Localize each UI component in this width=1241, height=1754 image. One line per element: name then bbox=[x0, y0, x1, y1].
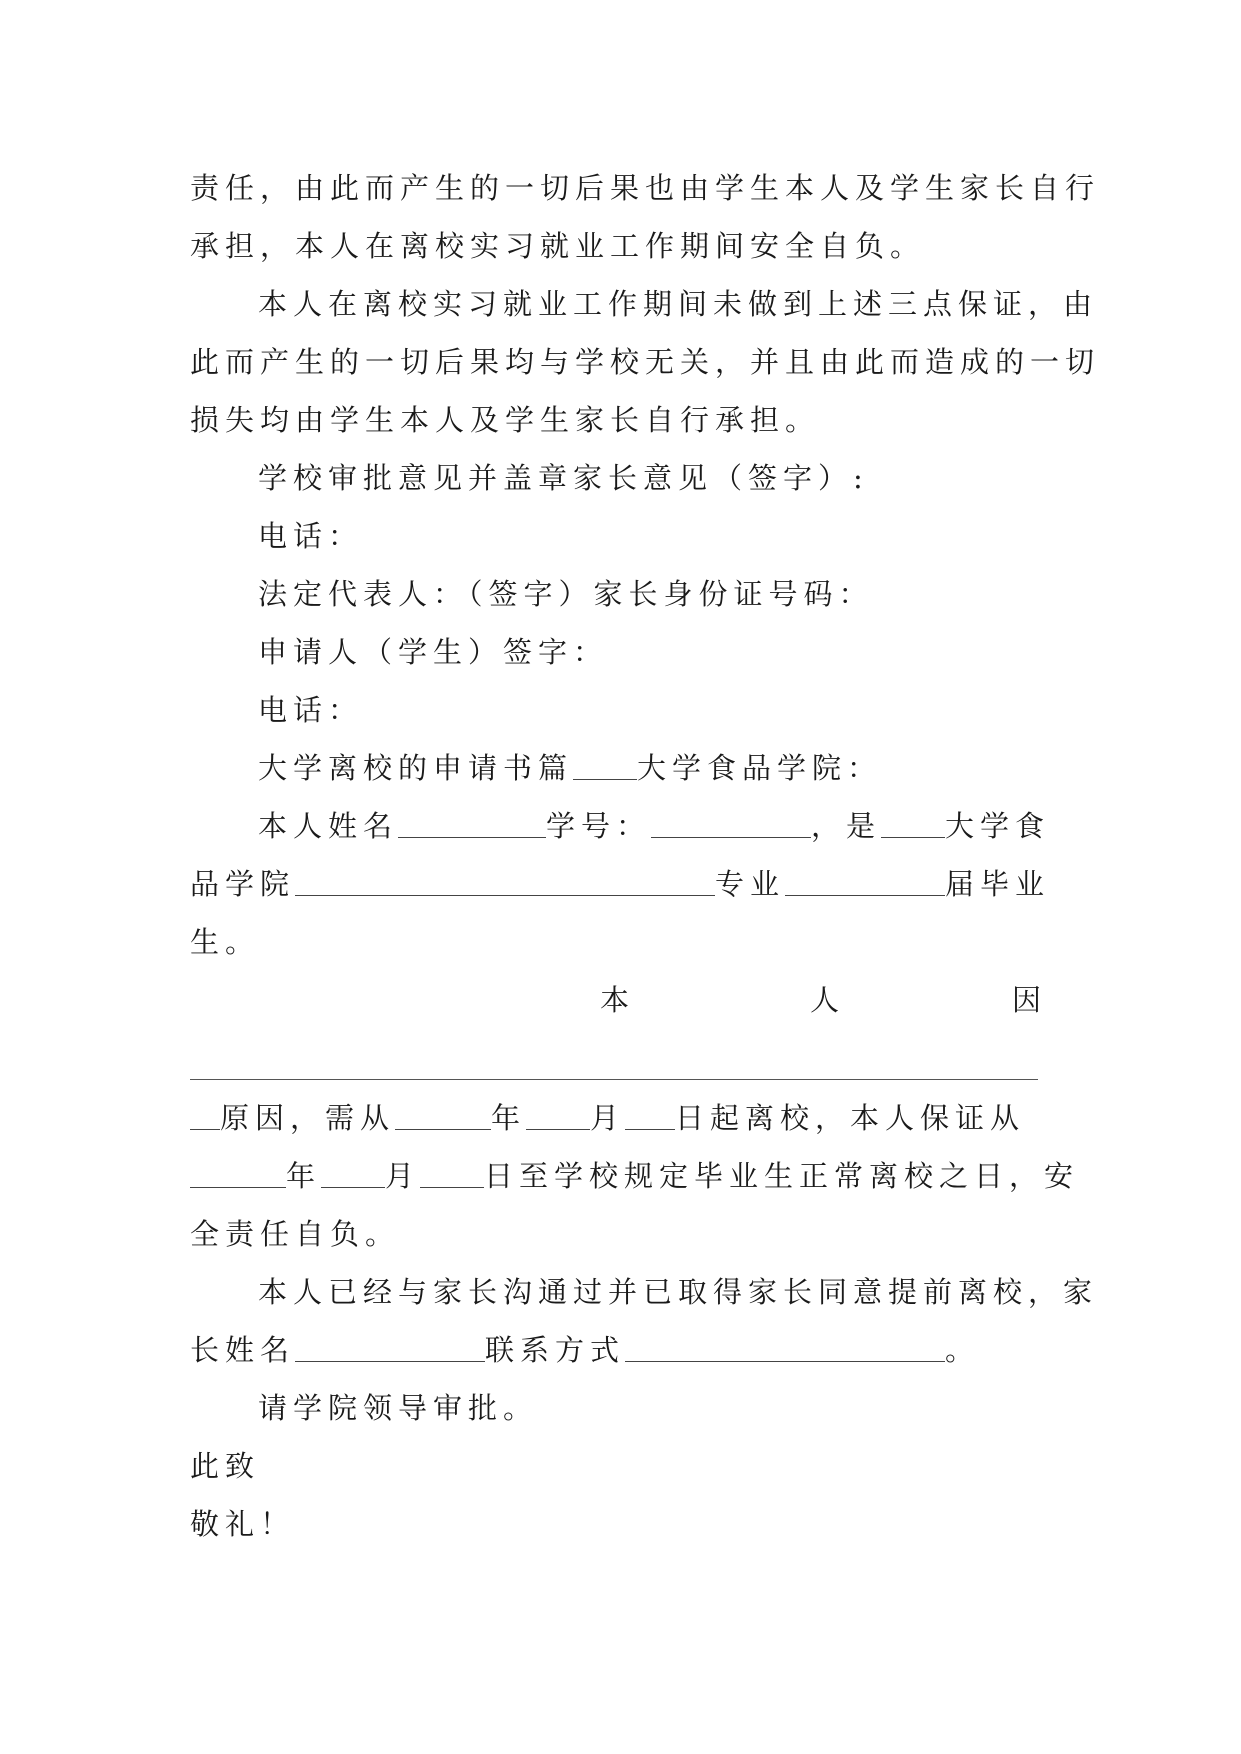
reason-spread-line bbox=[190, 980, 1052, 1020]
text: 联系方式 bbox=[485, 1333, 626, 1367]
graduation-year-blank bbox=[785, 866, 945, 896]
text: 学号： bbox=[546, 809, 652, 843]
text: 年 bbox=[491, 1101, 527, 1135]
phone-label: 电话： bbox=[258, 519, 364, 553]
text: 原因，需从 bbox=[220, 1101, 396, 1135]
month-blank bbox=[321, 1158, 385, 1188]
reason-blank bbox=[190, 1079, 1038, 1080]
applicant-signature-label: 申请人（学生）签字： bbox=[258, 635, 609, 669]
name-blank bbox=[398, 808, 546, 838]
major-blank bbox=[295, 866, 715, 896]
text: 本人姓名 bbox=[258, 809, 399, 843]
letter-line bbox=[190, 1156, 1080, 1196]
text: 本 bbox=[600, 983, 636, 1017]
letter-line: 本人已经与家长沟通过并已取得家长同意提前离校，家 bbox=[258, 1275, 1099, 1309]
heading-text: 大学离校的申请书篇 bbox=[258, 751, 574, 785]
letter-line: 生。 bbox=[190, 925, 261, 959]
heading-text: 大学食品学院： bbox=[637, 751, 883, 785]
day-blank bbox=[625, 1100, 675, 1130]
day-blank bbox=[420, 1158, 484, 1188]
month-blank bbox=[526, 1100, 590, 1130]
letter-line bbox=[190, 1098, 1052, 1138]
text: 大学食 bbox=[945, 809, 1051, 843]
paragraph-line: 责任，由此而产生的一切后果也由学生本人及学生家长自行 bbox=[190, 171, 1101, 205]
letter-heading bbox=[258, 748, 1120, 788]
year-blank bbox=[395, 1100, 491, 1130]
paragraph-line: 承担，本人在离校实习就业工作期间安全自负。 bbox=[190, 229, 926, 263]
letter-line bbox=[258, 806, 1120, 846]
paragraph-line: 损失均由学生本人及学生家长自行承担。 bbox=[190, 403, 821, 437]
letter-line: 全责任自负。 bbox=[190, 1217, 401, 1251]
text: ，是 bbox=[811, 809, 882, 843]
text: 月 bbox=[385, 1159, 421, 1193]
letter-line: 请学院领导审批。 bbox=[258, 1391, 539, 1425]
text: 品学院 bbox=[190, 867, 296, 901]
contact-blank bbox=[625, 1332, 945, 1362]
text: 长姓名 bbox=[190, 1333, 296, 1367]
paragraph-line: 此而产生的一切后果均与学校无关，并且由此而造成的一切 bbox=[190, 345, 1101, 379]
legal-rep-label: 法定代表人：（签字）家长身份证号码： bbox=[258, 577, 874, 611]
text: 日至学校规定毕业生正常离校之日，安 bbox=[484, 1159, 1080, 1193]
letter-line bbox=[190, 1330, 1052, 1370]
university-blank bbox=[881, 808, 945, 838]
closing-line: 此致 bbox=[190, 1449, 261, 1483]
text: 专业 bbox=[715, 867, 786, 901]
parent-name-blank bbox=[295, 1332, 485, 1362]
text: 日起离校，本人保证从 bbox=[675, 1101, 1026, 1135]
student-id-blank bbox=[651, 808, 811, 838]
phone-label: 电话： bbox=[258, 693, 364, 727]
text: 届毕业 bbox=[945, 867, 1051, 901]
signature-label-school-parent: 学校审批意见并盖章家长意见（签字）: bbox=[258, 461, 869, 495]
reason-blank-end bbox=[190, 1100, 220, 1130]
letter-line bbox=[190, 864, 1052, 904]
text: 月 bbox=[590, 1101, 626, 1135]
text: 人 bbox=[810, 983, 846, 1017]
text: 。 bbox=[945, 1333, 981, 1367]
paragraph-line: 本人在离校实习就业工作期间未做到上述三点保证，由 bbox=[258, 287, 1099, 321]
university-blank bbox=[573, 750, 637, 780]
text: 年 bbox=[286, 1159, 322, 1193]
closing-salutation: 敬礼！ bbox=[190, 1507, 296, 1541]
year-blank bbox=[190, 1158, 286, 1188]
text: 因 bbox=[1012, 983, 1048, 1017]
